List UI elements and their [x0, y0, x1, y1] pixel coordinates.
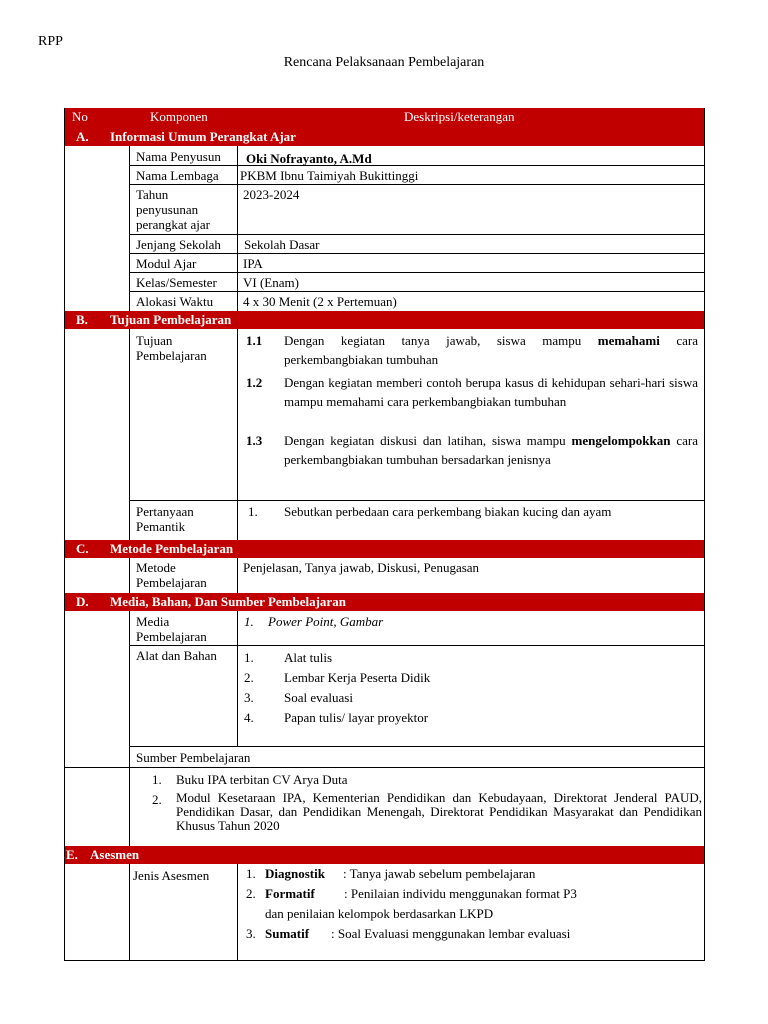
list-text: Alat tulis	[284, 650, 333, 665]
info-value-modul: IPA	[243, 256, 263, 271]
list-item	[244, 689, 684, 709]
info-label-jenjang: Jenjang Sekolah	[136, 237, 221, 252]
tujuan-label: Tujuan Pembelajaran	[136, 333, 207, 363]
col-divider-1	[129, 329, 130, 540]
col-divider-2	[237, 558, 238, 593]
col-divider-1	[129, 864, 130, 960]
list-item	[152, 771, 702, 791]
media-value: Power Point, Gambar	[268, 614, 384, 629]
section-d-title: Media, Bahan, Dan Sumber Pembelajaran	[110, 594, 346, 609]
info-label-nama-lembaga: Nama Lembaga	[136, 168, 219, 183]
metode-label: Metode Pembelajaran	[136, 560, 207, 590]
section-d-band	[64, 593, 705, 611]
section-c-band	[64, 540, 705, 558]
section-b-title: Tujuan Pembelajaran	[110, 312, 232, 327]
col-divider-2	[237, 864, 238, 960]
alat-list	[244, 649, 684, 729]
row-divider	[129, 234, 705, 235]
col-deskripsi-header: Deskripsi/keterangan	[404, 109, 515, 124]
table-right-border	[704, 108, 705, 961]
info-value-nama-penyusun: Oki Nofrayanto, A.Md	[246, 151, 372, 166]
row-divider	[129, 253, 705, 254]
tujuan-item-number: 1.1	[246, 333, 263, 348]
info-label-kelas: Kelas/Semester	[136, 275, 217, 290]
info-label-nama-penyusun: Nama Penyusun	[136, 149, 221, 164]
sumber-list	[152, 771, 702, 833]
col-no-header: No	[72, 109, 88, 124]
list-number: 1.	[152, 772, 162, 787]
list-number: 1.	[246, 866, 256, 881]
tujuan-item-number: 1.2	[246, 375, 263, 390]
alat-label: Alat dan Bahan	[136, 648, 217, 663]
media-label: Media Pembelajaran	[136, 614, 207, 644]
section-e-title: Asesmen	[90, 847, 140, 862]
table-left-border	[64, 108, 65, 961]
document-code: RPP	[38, 34, 63, 49]
list-text: Papan tulis/ layar proyektor	[284, 710, 429, 725]
table-header-row	[64, 108, 705, 128]
tujuan-item-text: cara perkembangbiakan tumbuhan bersadarkan jenisnya	[284, 433, 698, 467]
tujuan-item-keyword: memahami	[597, 333, 660, 348]
tujuan-item-text: cara perkembangbiakan tumbuhan	[284, 333, 698, 367]
section-c-letter: C.	[76, 541, 89, 556]
list-item	[244, 669, 684, 689]
list-item	[244, 649, 684, 669]
list-number: 2.	[152, 792, 162, 807]
asesmen-type: Formatif	[265, 886, 315, 901]
col-divider-2	[237, 329, 238, 540]
list-item	[244, 709, 684, 729]
row-divider	[129, 272, 705, 273]
col-divider-2	[237, 146, 238, 311]
section-a-title: Informasi Umum Perangkat Ajar	[110, 129, 296, 144]
row-divider	[129, 184, 705, 185]
table-bottom-border	[64, 960, 705, 961]
section-d-letter: D.	[76, 594, 89, 609]
info-value-nama-lembaga: PKBM Ibnu Taimiyah Bukittinggi	[240, 168, 419, 183]
col-divider-1	[129, 558, 130, 593]
info-label-tahun: Tahun penyusunan perangkat ajar	[136, 187, 210, 232]
tujuan-item-text: Dengan kegiatan diskusi dan latihan, siswa mampu	[284, 433, 572, 448]
asesmen-list	[246, 864, 696, 944]
asesmen-type: Diagnostik	[265, 866, 325, 881]
list-number: 1.	[244, 650, 254, 665]
section-b-band	[64, 311, 705, 329]
row-divider	[129, 500, 705, 501]
tujuan-item-text: Dengan kegiatan tanya jawab, siswa mampu	[284, 333, 598, 348]
asesmen-label: Jenis Asesmen	[133, 868, 210, 883]
list-text: Buku IPA terbitan CV Arya Duta	[176, 772, 348, 787]
asesmen-type: Sumatif	[265, 926, 310, 941]
col-komponen-header: Komponen	[150, 109, 208, 124]
list-number: 2.	[246, 886, 256, 901]
asesmen-continuation: dan penilaian kelompok berdasarkan LKPD	[265, 906, 494, 921]
section-b-letter: B.	[76, 312, 88, 327]
info-value-alokasi: 4 x 30 Menit (2 x Pertemuan)	[243, 294, 397, 309]
asesmen-desc: : Tanya jawab sebelum pembelajaran	[343, 866, 536, 881]
col-divider-1	[129, 146, 130, 311]
col-divider-2	[237, 611, 238, 746]
row-divider	[64, 767, 705, 768]
row-divider	[129, 165, 705, 166]
section-c-title: Metode Pembelajaran	[110, 541, 234, 556]
section-a-band	[64, 128, 705, 146]
list-number: 2.	[244, 670, 254, 685]
asesmen-desc: : Soal Evaluasi menggunakan lembar evaluasi	[331, 926, 571, 941]
col-divider-1	[129, 611, 130, 846]
list-number: 3.	[246, 926, 256, 941]
pertanyaan-label: Pertanyaan Pemantik	[136, 504, 194, 534]
info-value-jenjang: Sekolah Dasar	[244, 237, 320, 252]
tujuan-item-keyword: mengelompokkan	[571, 433, 671, 448]
document-title: Rencana Pelaksanaan Pembelajaran	[283, 55, 485, 70]
list-item	[152, 791, 702, 833]
tujuan-item-text: Dengan kegiatan memberi contoh berupa kasus di kehidupan sehari-hari siswa mampu memahami cara perkembangbiakan tumbuhan	[284, 375, 698, 409]
list-number: 4.	[244, 710, 254, 725]
asesmen-desc: : Penilaian individu menggunakan format P3	[344, 886, 577, 901]
pertanyaan-text: Sebutkan perbedaan cara perkembang biakan kucing dan ayam	[284, 504, 612, 519]
list-text: Lembar Kerja Peserta Didik	[284, 670, 431, 685]
section-a-letter: A.	[76, 129, 89, 144]
section-e-band	[64, 846, 705, 864]
info-value-tahun: 2023-2024	[243, 187, 300, 202]
tujuan-item-number: 1.3	[246, 433, 263, 448]
info-label-alokasi: Alokasi Waktu	[136, 294, 214, 309]
sumber-label: Sumber Pembelajaran	[136, 750, 251, 765]
row-divider	[129, 645, 705, 646]
list-item	[246, 904, 696, 924]
section-e-letter: E.	[66, 847, 78, 862]
media-number: 1.	[244, 614, 254, 629]
row-divider	[129, 291, 705, 292]
info-label-modul: Modul Ajar	[136, 256, 197, 271]
list-item	[246, 924, 696, 944]
list-text: Modul Kesetaraan IPA, Kementerian Pendidikan dan Kebudayaan, Direktorat Jenderal PAUD, Pendidikan Dasar, dan Pendidikan Menengah, Direktorat Pendidikan Masyarakat dan Pendidikan Khusus Tahun 2020	[176, 790, 702, 833]
list-item	[246, 884, 696, 904]
metode-value: Penjelasan, Tanya jawab, Diskusi, Penugasan	[243, 560, 480, 575]
list-number: 3.	[244, 690, 254, 705]
pertanyaan-number: 1.	[248, 504, 258, 519]
list-item	[246, 864, 696, 884]
info-value-kelas: VI (Enam)	[243, 275, 299, 290]
list-text: Soal evaluasi	[284, 690, 353, 705]
row-divider	[129, 746, 705, 747]
